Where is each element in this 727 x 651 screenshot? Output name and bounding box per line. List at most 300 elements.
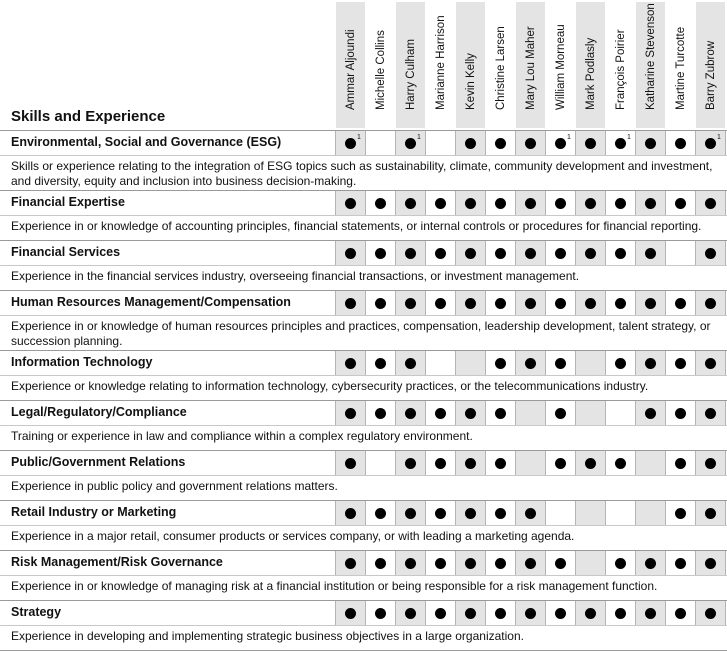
column-divider: [665, 131, 666, 155]
column-divider: [365, 451, 366, 475]
column-divider: [635, 191, 636, 215]
column-divider: [605, 501, 606, 525]
column-divider: [695, 451, 696, 475]
column-divider: [335, 131, 336, 155]
skill-dot: [345, 198, 356, 209]
director-header: [576, 2, 605, 128]
skill-description: Experience in or knowledge of managing risk at a financial institution or being responsible for a risk management function.: [11, 579, 658, 593]
skill-dot: [405, 298, 416, 309]
director-header: [666, 2, 695, 128]
row-divider: [0, 625, 727, 626]
column-divider: [695, 241, 696, 265]
skill-dot: [435, 458, 446, 469]
column-divider: [425, 351, 426, 375]
skill-dot: [375, 248, 386, 259]
skill-description: Experience in developing and implementing strategic business objectives in a large organization.: [11, 629, 524, 643]
column-divider: [425, 601, 426, 625]
skill-dot: [495, 198, 506, 209]
skill-dot: [495, 248, 506, 259]
column-divider: [395, 401, 396, 425]
skill-dot: [675, 358, 686, 369]
director-name: William Morneau: [554, 24, 567, 110]
skill-dot: [525, 248, 536, 259]
director-name: Marianne Harrison: [434, 15, 447, 110]
skill-dot: [705, 508, 716, 519]
skill-dot: [345, 358, 356, 369]
skill-dot: [465, 298, 476, 309]
column-shading: [576, 501, 605, 525]
column-divider: [665, 501, 666, 525]
column-divider: [395, 451, 396, 475]
skill-dot: [645, 608, 656, 619]
skill-dot: [705, 248, 716, 259]
column-divider: [485, 501, 486, 525]
column-divider: [575, 291, 576, 315]
skill-dot: [555, 198, 566, 209]
column-divider: [515, 241, 516, 265]
column-divider: [395, 351, 396, 375]
director-name: François Poirier: [614, 29, 627, 110]
skill-description: Experience or knowledge relating to information technology, cybersecurity practices, or the telecommunications industry.: [11, 379, 649, 393]
director-header: [546, 2, 575, 128]
skill-dot: [675, 608, 686, 619]
column-divider: [425, 291, 426, 315]
column-shading: [576, 551, 605, 575]
column-divider: [725, 551, 726, 575]
column-divider: [725, 451, 726, 475]
column-divider: [635, 131, 636, 155]
skill-dot: [375, 608, 386, 619]
director-name: Barry Zubrow: [704, 40, 717, 110]
column-divider: [485, 241, 486, 265]
skill-dot: [705, 408, 716, 419]
column-divider: [605, 451, 606, 475]
director-header: [516, 2, 545, 128]
column-divider: [695, 291, 696, 315]
skill-dot: [435, 198, 446, 209]
director-header: [396, 2, 425, 128]
director-header: [486, 2, 515, 128]
column-divider: [365, 131, 366, 155]
skill-dot: [585, 198, 596, 209]
skill-description: Experience in the financial services industry, overseeing financial transactions, or investment management.: [11, 269, 580, 283]
skill-dot: [675, 558, 686, 569]
skill-dot: [495, 358, 506, 369]
skill-name: Financial Services: [11, 245, 121, 259]
column-divider: [485, 451, 486, 475]
column-divider: [365, 191, 366, 215]
column-divider: [665, 601, 666, 625]
skill-dot: [555, 608, 566, 619]
skill-dot: [435, 248, 446, 259]
column-divider: [365, 241, 366, 265]
column-divider: [485, 601, 486, 625]
skill-dot: [675, 198, 686, 209]
skill-dot: [585, 138, 596, 149]
skill-dot: [435, 608, 446, 619]
director-header: [366, 2, 395, 128]
footnote-marker: 1: [567, 134, 571, 141]
skill-dot: [465, 138, 476, 149]
row-divider: [0, 265, 727, 266]
skill-dot: [435, 558, 446, 569]
column-divider: [725, 351, 726, 375]
matrix-title: Skills and Experience: [11, 108, 166, 125]
column-divider: [575, 131, 576, 155]
column-divider: [695, 351, 696, 375]
skill-dot: [405, 408, 416, 419]
column-shading: [516, 451, 545, 475]
column-divider: [575, 451, 576, 475]
column-divider: [575, 351, 576, 375]
column-divider: [665, 191, 666, 215]
skill-dot: [495, 458, 506, 469]
column-divider: [725, 191, 726, 215]
skill-dot: [555, 408, 566, 419]
director-name: Mary Lou Maher: [524, 26, 537, 110]
column-divider: [395, 551, 396, 575]
skill-dot: [375, 408, 386, 419]
skill-name: Strategy: [11, 605, 62, 619]
footnote-marker: 1: [417, 134, 421, 141]
skill-dot: [615, 558, 626, 569]
column-divider: [485, 551, 486, 575]
column-divider: [455, 191, 456, 215]
skill-dot: [645, 298, 656, 309]
skill-dot: [495, 298, 506, 309]
skill-dot: [345, 248, 356, 259]
column-divider: [545, 501, 546, 525]
column-divider: [575, 401, 576, 425]
skill-dot: [585, 298, 596, 309]
column-divider: [485, 291, 486, 315]
skill-dot: [585, 248, 596, 259]
skill-name: Public/Government Relations: [11, 455, 186, 469]
skill-dot: [435, 508, 446, 519]
column-shading: [516, 401, 545, 425]
column-divider: [545, 451, 546, 475]
row-divider: [0, 575, 727, 576]
skill-dot: [465, 198, 476, 209]
skill-name: Risk Management/Risk Governance: [11, 555, 223, 569]
column-divider: [635, 291, 636, 315]
column-divider: [575, 191, 576, 215]
column-divider: [575, 601, 576, 625]
row-divider: [0, 215, 727, 216]
column-divider: [335, 351, 336, 375]
column-divider: [605, 351, 606, 375]
column-divider: [335, 191, 336, 215]
column-divider: [365, 501, 366, 525]
skill-dot: [525, 198, 536, 209]
skill-dot: [555, 248, 566, 259]
skill-dot: [495, 508, 506, 519]
skill-dot: [345, 138, 356, 149]
director-name: Michelle Collins: [374, 30, 387, 110]
column-divider: [725, 601, 726, 625]
skill-dot: [525, 138, 536, 149]
footnote-marker: 1: [627, 134, 631, 141]
column-divider: [605, 191, 606, 215]
column-divider: [695, 191, 696, 215]
footnote-marker: 1: [357, 134, 361, 141]
skill-dot: [585, 608, 596, 619]
column-divider: [665, 551, 666, 575]
column-divider: [545, 351, 546, 375]
director-header: [456, 2, 485, 128]
skill-description: Experience in or knowledge of accounting principles, financial statements, or internal controls or procedures for financial reporting.: [11, 219, 702, 233]
director-name: Ammar Aljoundi: [344, 29, 357, 110]
column-divider: [635, 551, 636, 575]
column-divider: [515, 551, 516, 575]
skill-dot: [375, 558, 386, 569]
skill-dot: [345, 508, 356, 519]
skill-dot: [495, 408, 506, 419]
skill-dot: [615, 608, 626, 619]
column-divider: [485, 131, 486, 155]
column-divider: [665, 291, 666, 315]
column-divider: [455, 451, 456, 475]
column-divider: [545, 551, 546, 575]
skill-dot: [615, 458, 626, 469]
column-divider: [455, 351, 456, 375]
column-divider: [455, 501, 456, 525]
column-divider: [605, 241, 606, 265]
column-divider: [455, 131, 456, 155]
skill-dot: [375, 198, 386, 209]
column-divider: [665, 401, 666, 425]
column-divider: [605, 401, 606, 425]
skill-dot: [645, 248, 656, 259]
skill-description: Skills or experience relating to the integration of ESG topics such as sustainability, climate, community development and investment, and diversity, equity and inclusion into business decision-making.: [11, 159, 713, 188]
column-divider: [665, 451, 666, 475]
skill-dot: [705, 558, 716, 569]
skill-dot: [615, 198, 626, 209]
column-divider: [665, 241, 666, 265]
column-divider: [605, 601, 606, 625]
skill-dot: [555, 138, 566, 149]
skill-name: Environmental, Social and Governance (ESG): [11, 135, 282, 149]
skill-dot: [705, 458, 716, 469]
column-divider: [725, 291, 726, 315]
skill-dot: [675, 458, 686, 469]
column-divider: [635, 241, 636, 265]
column-divider: [545, 291, 546, 315]
director-header: [606, 2, 635, 128]
skill-dot: [705, 358, 716, 369]
column-divider: [425, 241, 426, 265]
column-divider: [395, 241, 396, 265]
skill-dot: [525, 508, 536, 519]
skill-dot: [645, 558, 656, 569]
column-divider: [365, 291, 366, 315]
skill-dot: [615, 298, 626, 309]
director-name: Mark Podlasly: [584, 37, 597, 110]
column-divider: [425, 551, 426, 575]
skill-dot: [705, 608, 716, 619]
skill-description: Experience in or knowledge of human resources principles and practices, compensation, leadership development, talent strategy, or succession planning.: [11, 319, 711, 348]
column-divider: [605, 291, 606, 315]
skill-dot: [405, 248, 416, 259]
column-shading: [576, 401, 605, 425]
column-divider: [455, 241, 456, 265]
skill-dot: [375, 358, 386, 369]
column-divider: [425, 131, 426, 155]
column-divider: [575, 501, 576, 525]
row-divider: [0, 375, 727, 376]
skill-dot: [465, 508, 476, 519]
column-divider: [365, 551, 366, 575]
skill-name: Financial Expertise: [11, 195, 125, 209]
skill-dot: [495, 608, 506, 619]
skill-dot: [705, 298, 716, 309]
skill-dot: [555, 458, 566, 469]
skill-dot: [705, 138, 716, 149]
director-header: [696, 2, 725, 128]
column-divider: [335, 551, 336, 575]
skill-dot: [675, 408, 686, 419]
column-divider: [545, 241, 546, 265]
skill-dot: [375, 508, 386, 519]
column-divider: [455, 401, 456, 425]
column-divider: [665, 351, 666, 375]
column-shading: [576, 351, 605, 375]
column-divider: [545, 601, 546, 625]
skill-dot: [465, 458, 476, 469]
skill-dot: [525, 358, 536, 369]
column-divider: [335, 451, 336, 475]
column-divider: [485, 191, 486, 215]
skill-dot: [495, 138, 506, 149]
skill-dot: [675, 298, 686, 309]
director-name: Christine Larsen: [494, 26, 507, 110]
column-divider: [335, 401, 336, 425]
column-divider: [635, 501, 636, 525]
skill-dot: [525, 558, 536, 569]
column-divider: [545, 401, 546, 425]
column-divider: [575, 241, 576, 265]
column-shading: [456, 351, 485, 375]
skill-dot: [345, 298, 356, 309]
skill-dot: [615, 358, 626, 369]
skill-dot: [675, 138, 686, 149]
skill-dot: [645, 138, 656, 149]
director-header: [336, 2, 365, 128]
column-divider: [695, 501, 696, 525]
column-divider: [725, 131, 726, 155]
skill-description: Experience in public policy and government relations matters.: [11, 479, 338, 493]
column-divider: [725, 241, 726, 265]
row-divider: [0, 475, 727, 476]
skill-dot: [645, 198, 656, 209]
skill-dot: [435, 298, 446, 309]
row-divider: [0, 315, 727, 316]
column-divider: [455, 551, 456, 575]
director-header: [426, 2, 455, 128]
skill-name: Retail Industry or Marketing: [11, 505, 177, 519]
column-divider: [515, 351, 516, 375]
column-divider: [335, 291, 336, 315]
skill-description: Experience in a major retail, consumer products or services company, or with leading a marketing agenda.: [11, 529, 575, 543]
skill-dot: [345, 458, 356, 469]
column-divider: [515, 401, 516, 425]
column-divider: [545, 191, 546, 215]
skill-dot: [645, 358, 656, 369]
skill-dot: [675, 508, 686, 519]
column-divider: [335, 241, 336, 265]
column-shading: [636, 501, 665, 525]
skill-name: Legal/Regulatory/Compliance: [11, 405, 187, 419]
column-divider: [395, 601, 396, 625]
column-shading: [636, 451, 665, 475]
column-divider: [455, 291, 456, 315]
director-name: Harry Culham: [404, 39, 417, 110]
column-divider: [635, 351, 636, 375]
column-divider: [335, 601, 336, 625]
skill-dot: [645, 408, 656, 419]
column-divider: [575, 551, 576, 575]
column-divider: [635, 601, 636, 625]
column-divider: [695, 401, 696, 425]
skill-dot: [345, 558, 356, 569]
column-divider: [635, 451, 636, 475]
column-divider: [425, 451, 426, 475]
director-name: Katharine Stevenson: [644, 3, 657, 110]
column-divider: [365, 401, 366, 425]
column-divider: [425, 501, 426, 525]
skill-dot: [435, 408, 446, 419]
column-divider: [515, 291, 516, 315]
director-name: Kevin Kelly: [464, 53, 477, 110]
column-divider: [515, 191, 516, 215]
skill-dot: [465, 608, 476, 619]
column-divider: [695, 131, 696, 155]
skill-dot: [375, 298, 386, 309]
skill-dot: [405, 608, 416, 619]
skill-dot: [465, 558, 476, 569]
skill-dot: [585, 458, 596, 469]
skill-dot: [405, 138, 416, 149]
skill-dot: [345, 408, 356, 419]
column-divider: [605, 131, 606, 155]
skill-dot: [405, 508, 416, 519]
column-divider: [395, 131, 396, 155]
column-divider: [365, 351, 366, 375]
skill-dot: [405, 358, 416, 369]
footnote-marker: 1: [717, 134, 721, 141]
director-name: Martine Turcotte: [674, 26, 687, 110]
skill-dot: [345, 608, 356, 619]
skill-dot: [555, 298, 566, 309]
column-divider: [515, 601, 516, 625]
skill-name: Information Technology: [11, 355, 153, 369]
skill-dot: [465, 248, 476, 259]
column-divider: [725, 401, 726, 425]
skill-dot: [555, 358, 566, 369]
column-divider: [425, 401, 426, 425]
column-divider: [395, 291, 396, 315]
column-divider: [605, 551, 606, 575]
column-divider: [485, 401, 486, 425]
column-divider: [515, 501, 516, 525]
column-divider: [485, 351, 486, 375]
skill-dot: [405, 458, 416, 469]
column-divider: [335, 501, 336, 525]
column-divider: [515, 131, 516, 155]
skill-dot: [615, 248, 626, 259]
column-divider: [395, 191, 396, 215]
skill-dot: [405, 198, 416, 209]
